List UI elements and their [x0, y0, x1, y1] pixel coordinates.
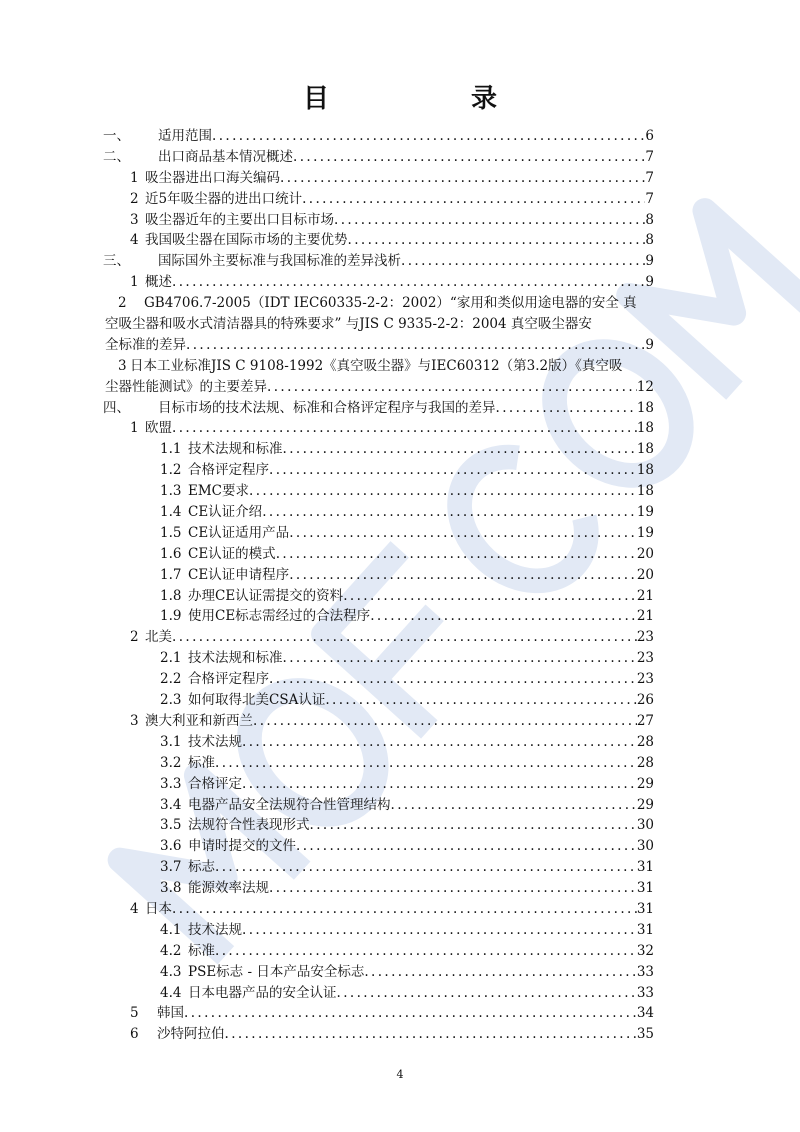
toc-entry-page: 7 [645, 148, 654, 165]
toc-entry-title: 近5年吸尘器的进出口统计 [145, 190, 303, 207]
toc-entry-page: 9 [645, 253, 654, 270]
toc-entry-page: 31 [636, 921, 654, 938]
toc-entry-title: 法规符合性表现形式 [188, 817, 310, 834]
toc-entry-title: 目标市场的技术法规、标准和合格评定程序与我国的差异 [158, 399, 496, 416]
toc-entry[interactable] [103, 147, 654, 168]
toc-entry-number: 1 [130, 420, 139, 437]
toc-entry-title: 标准 [188, 942, 215, 959]
toc-entry-number: 2.2 [160, 671, 182, 688]
dot-leader [370, 606, 637, 627]
dot-leader [212, 126, 645, 147]
toc-entry-page: 20 [636, 545, 654, 562]
toc-entry-number: 3.4 [160, 796, 182, 813]
toc-entry-title: 办理CE认证需提交的资料 [188, 587, 344, 604]
dot-leader [253, 711, 637, 732]
toc-entry-title: CE认证的模式 [188, 545, 276, 562]
toc-entry-page: 33 [636, 984, 654, 1001]
toc-entry-page: 9 [645, 336, 654, 353]
toc-entry-title: 合格评定 [188, 775, 242, 792]
toc-entry-title: 如何取得北美CSA认证 [188, 692, 326, 709]
dot-leader [242, 732, 637, 753]
toc-entry-number: 1.3 [160, 483, 182, 500]
toc-entry-page: 18 [636, 483, 654, 500]
dot-leader [496, 398, 637, 419]
toc-entry[interactable] [103, 857, 654, 878]
dot-leader [343, 586, 637, 607]
toc-entry-page: 29 [636, 796, 654, 813]
toc-entry-number: 1 [130, 274, 139, 291]
toc-entry-number: 3 [130, 211, 139, 228]
toc-entry-page: 6 [645, 128, 654, 144]
toc-entry-number: 1.4 [160, 504, 182, 521]
toc-entry-page: 21 [636, 608, 654, 625]
toc-entry[interactable] [103, 335, 654, 356]
toc-entry-title: 韩国 [157, 1005, 184, 1022]
toc-entry[interactable] [103, 439, 654, 460]
toc-entry-number: 二、 [103, 148, 130, 165]
toc-entry[interactable] [103, 293, 654, 314]
toc-entry-number: 四、 [103, 399, 130, 416]
toc-entry-number: 1.1 [160, 441, 182, 458]
toc-entry-title: GB4706.7-2005（IDT IEC60335-2-2：2002）“家用和类似用途电器的安全 真 [144, 295, 637, 312]
dot-leader [283, 648, 637, 669]
toc-entry-page: 20 [636, 566, 654, 583]
toc-entry-title: 尘器性能测试》的主要差异 [105, 378, 267, 395]
toc-entry-number: 4 [130, 900, 139, 917]
toc-entry-page: 28 [636, 754, 654, 771]
dot-leader [215, 753, 637, 774]
toc-entry-number: 1.2 [160, 462, 182, 479]
toc-entry[interactable] [103, 210, 654, 231]
toc-entry-title: 概述 [145, 274, 172, 291]
toc-entry-number: 3 [118, 357, 127, 374]
toc-entry-page: 9 [645, 274, 654, 291]
dot-leader [215, 857, 637, 878]
toc-entry[interactable] [103, 460, 654, 481]
toc-entry-number: 3.3 [160, 775, 182, 792]
toc-entry-page: 33 [636, 963, 654, 980]
toc-entry[interactable] [103, 356, 654, 377]
toc-entry-title: 技术法规 [188, 733, 242, 750]
toc-entry[interactable] [103, 920, 654, 941]
toc-entry[interactable] [103, 878, 654, 899]
toc-entry-number: 4.4 [160, 984, 182, 1001]
toc-entry-title: CE认证介绍 [188, 504, 263, 521]
toc-entry-title: 空吸尘器和吸水式清洁器具的特殊要求” 与JIS C 9335-2-2：2004 真空吸尘器安 [105, 316, 592, 333]
toc-entry[interactable] [103, 732, 654, 753]
toc-entry-title: 日本工业标准JIS C 9108-1992《真空吸尘器》与IEC60312（第3.2版）《真空吸 [130, 357, 623, 374]
dot-leader [172, 627, 637, 648]
toc-entry-number: 3.7 [160, 859, 182, 876]
toc-entry-title: 技术法规和标准 [188, 650, 283, 667]
toc-entry-page: 7 [645, 169, 654, 186]
toc-entry-number: 4 [130, 232, 139, 249]
toc-entry[interactable] [103, 418, 654, 439]
toc-entry-page: 18 [636, 462, 654, 479]
toc-entry-title: 能源效率法规 [188, 880, 269, 897]
toc-entry-number: 3 [130, 712, 139, 729]
dot-leader [262, 502, 637, 523]
toc-entry-number: 1.5 [160, 524, 182, 541]
toc-entry-page: 34 [636, 1005, 654, 1022]
toc-entry[interactable] [103, 481, 654, 502]
toc-entry-page: 7 [645, 190, 654, 207]
toc-entry-number: 3.6 [160, 838, 182, 855]
dot-leader [225, 1024, 637, 1045]
toc-entry-title: 国际国外主要标准与我国标准的差异浅析 [158, 253, 401, 270]
toc-entry-title: 合格评定程序 [188, 462, 269, 479]
toc-entry-title: PSE标志 - 日本产品安全标志 [188, 963, 365, 980]
dot-leader [242, 774, 637, 795]
toc-entry-number: 3.8 [160, 880, 182, 897]
toc-entry-page: 35 [636, 1026, 654, 1043]
dot-leader [334, 210, 645, 231]
toc-entry-title: 技术法规 [188, 921, 242, 938]
toc-entry-title: EMC要求 [188, 483, 250, 500]
toc-entry-page: 31 [636, 900, 654, 917]
toc-entry-title: 沙特阿拉伯 [157, 1026, 225, 1043]
toc-entry[interactable] [103, 544, 654, 565]
dot-leader [184, 1003, 637, 1024]
toc-entry[interactable] [103, 126, 654, 147]
toc-entry-page: 27 [636, 712, 654, 729]
watermark-letter-shape [629, 210, 800, 390]
dot-leader [296, 836, 637, 857]
dot-leader [289, 523, 637, 544]
toc-entry[interactable] [103, 523, 654, 544]
toc-entry-number: 4.3 [160, 963, 182, 980]
toc-entry-title: 技术法规和标准 [188, 441, 283, 458]
toc-entry[interactable] [103, 502, 654, 523]
toc-entry-page: 18 [636, 420, 654, 437]
dot-leader [348, 230, 646, 251]
dot-leader [302, 189, 645, 210]
toc-entry[interactable] [103, 795, 654, 816]
dot-leader [310, 815, 637, 836]
dot-leader [280, 168, 645, 189]
toc-entry-title: 欧盟 [145, 420, 172, 437]
toc-entry[interactable] [103, 627, 654, 648]
toc-entry-title: 出口商品基本情况概述 [158, 148, 293, 165]
toc-entry-title: 标志 [188, 859, 215, 876]
toc-entry-title: 北美 [145, 629, 172, 646]
toc-entry-number: 4.1 [160, 921, 182, 938]
toc-entry-number: 一、 [103, 128, 130, 144]
dot-leader [186, 335, 645, 356]
toc-entry-number: 4.2 [160, 942, 182, 959]
toc-entry[interactable] [103, 836, 654, 857]
toc-entry-page: 21 [636, 587, 654, 604]
dot-leader [289, 565, 637, 586]
dot-leader [293, 147, 645, 168]
toc-entry-page: 12 [636, 378, 654, 395]
toc-entry[interactable] [103, 711, 654, 732]
toc-entry-page: 30 [636, 817, 654, 834]
toc-entry-number: 三、 [103, 253, 130, 270]
toc-entry-page: 23 [636, 629, 654, 646]
toc-entry-number: 2 [130, 190, 139, 207]
toc-entry[interactable] [103, 314, 654, 335]
toc-entry-number: 3.1 [160, 733, 182, 750]
toc-entry-title: 申请时提交的文件 [188, 838, 296, 855]
dot-leader [269, 878, 637, 899]
toc-entry-page: 18 [636, 441, 654, 458]
toc-entry-title: 使用CE标志需经过的合法程序 [188, 608, 371, 625]
toc-entry-title: 我国吸尘器在国际市场的主要优势 [145, 232, 348, 249]
toc-entry-number: 2 [118, 295, 127, 312]
toc-entry[interactable] [103, 272, 654, 293]
toc-entry[interactable] [103, 1024, 654, 1045]
toc-entry-page: 32 [636, 942, 654, 959]
toc-entry-number: 5 [130, 1005, 139, 1022]
toc-entry-page: 26 [636, 692, 654, 709]
dot-leader [172, 418, 637, 439]
toc-entry-title: CE认证适用产品 [188, 524, 290, 541]
toc-entry-page: 31 [636, 880, 654, 897]
toc-entry[interactable] [103, 168, 654, 189]
toc-entry[interactable] [103, 962, 654, 983]
toc-entry-title: 合格评定程序 [188, 671, 269, 688]
toc-entry-number: 1 [130, 169, 139, 186]
toc-entry[interactable] [103, 983, 654, 1004]
toc-entry-title: 日本 [145, 900, 172, 917]
toc-entry[interactable] [103, 606, 654, 627]
toc-entry[interactable] [103, 669, 654, 690]
dot-leader [276, 544, 637, 565]
toc-entry[interactable] [103, 398, 654, 419]
toc-entry-title: 电器产品安全法规符合性管理结构 [188, 796, 391, 813]
toc-entry[interactable] [103, 565, 654, 586]
dot-leader [242, 920, 637, 941]
toc-entry[interactable] [103, 648, 654, 669]
toc-entry-page: 19 [636, 524, 654, 541]
toc-entry-page: 18 [636, 399, 654, 416]
toc-entry-number: 3.2 [160, 754, 182, 771]
toc-entry-title: 日本电器产品的安全认证 [188, 984, 337, 1001]
toc-entry-page: 23 [636, 671, 654, 688]
dot-leader [172, 899, 637, 920]
dot-leader [172, 272, 645, 293]
table-of-contents [103, 126, 654, 1045]
toc-entry-page: 28 [636, 733, 654, 750]
dot-leader [391, 795, 637, 816]
toc-entry[interactable] [103, 941, 654, 962]
toc-entry-number: 1.8 [160, 587, 182, 604]
toc-entry-page: 19 [636, 504, 654, 521]
toc-entry-number: 2.1 [160, 650, 182, 667]
toc-entry[interactable] [103, 815, 654, 836]
toc-entry-page: 29 [636, 775, 654, 792]
toc-entry[interactable] [103, 1003, 654, 1024]
page-number: 4 [396, 1068, 404, 1081]
toc-entry-title: 澳大利亚和新西兰 [145, 712, 253, 729]
toc-entry-page: 30 [636, 838, 654, 855]
toc-entry-title: 吸尘器近年的主要出口目标市场 [145, 211, 334, 228]
dot-leader [401, 251, 645, 272]
toc-entry-number: 3.5 [160, 817, 182, 834]
dot-leader [364, 962, 636, 983]
toc-entry[interactable] [103, 753, 654, 774]
toc-entry-title: 全标准的差异 [105, 336, 186, 353]
dot-leader [269, 460, 637, 481]
toc-entry-title: 适用范围 [158, 128, 212, 144]
toc-entry[interactable] [103, 251, 654, 272]
page-title: 目 录 [302, 84, 555, 114]
dot-leader [337, 983, 637, 1004]
dot-leader [283, 439, 637, 460]
toc-entry-number: 2 [130, 629, 139, 646]
toc-entry-number: 1.7 [160, 566, 182, 583]
dot-leader [325, 690, 636, 711]
toc-entry-number: 1.6 [160, 545, 182, 562]
toc-entry-page: 8 [645, 232, 654, 249]
dot-leader [269, 669, 637, 690]
toc-entry-title: CE认证申请程序 [188, 566, 290, 583]
toc-entry[interactable] [103, 899, 654, 920]
dot-leader [249, 481, 637, 502]
dot-leader [215, 941, 637, 962]
toc-entry[interactable] [103, 586, 654, 607]
toc-entry-number: 1.9 [160, 608, 182, 625]
toc-entry-page: 31 [636, 859, 654, 876]
toc-entry-title: 标准 [188, 754, 215, 771]
toc-entry[interactable] [103, 690, 654, 711]
toc-entry-number: 2.3 [160, 692, 182, 709]
toc-entry[interactable] [103, 189, 654, 210]
toc-entry-number: 6 [130, 1026, 139, 1043]
toc-entry-page: 8 [645, 211, 654, 228]
toc-entry[interactable] [103, 377, 654, 398]
dot-leader [267, 377, 637, 398]
toc-entry[interactable] [103, 774, 654, 795]
toc-entry[interactable] [103, 230, 654, 251]
toc-entry-title: 吸尘器进出口海关编码 [145, 169, 280, 186]
toc-entry-page: 23 [636, 650, 654, 667]
